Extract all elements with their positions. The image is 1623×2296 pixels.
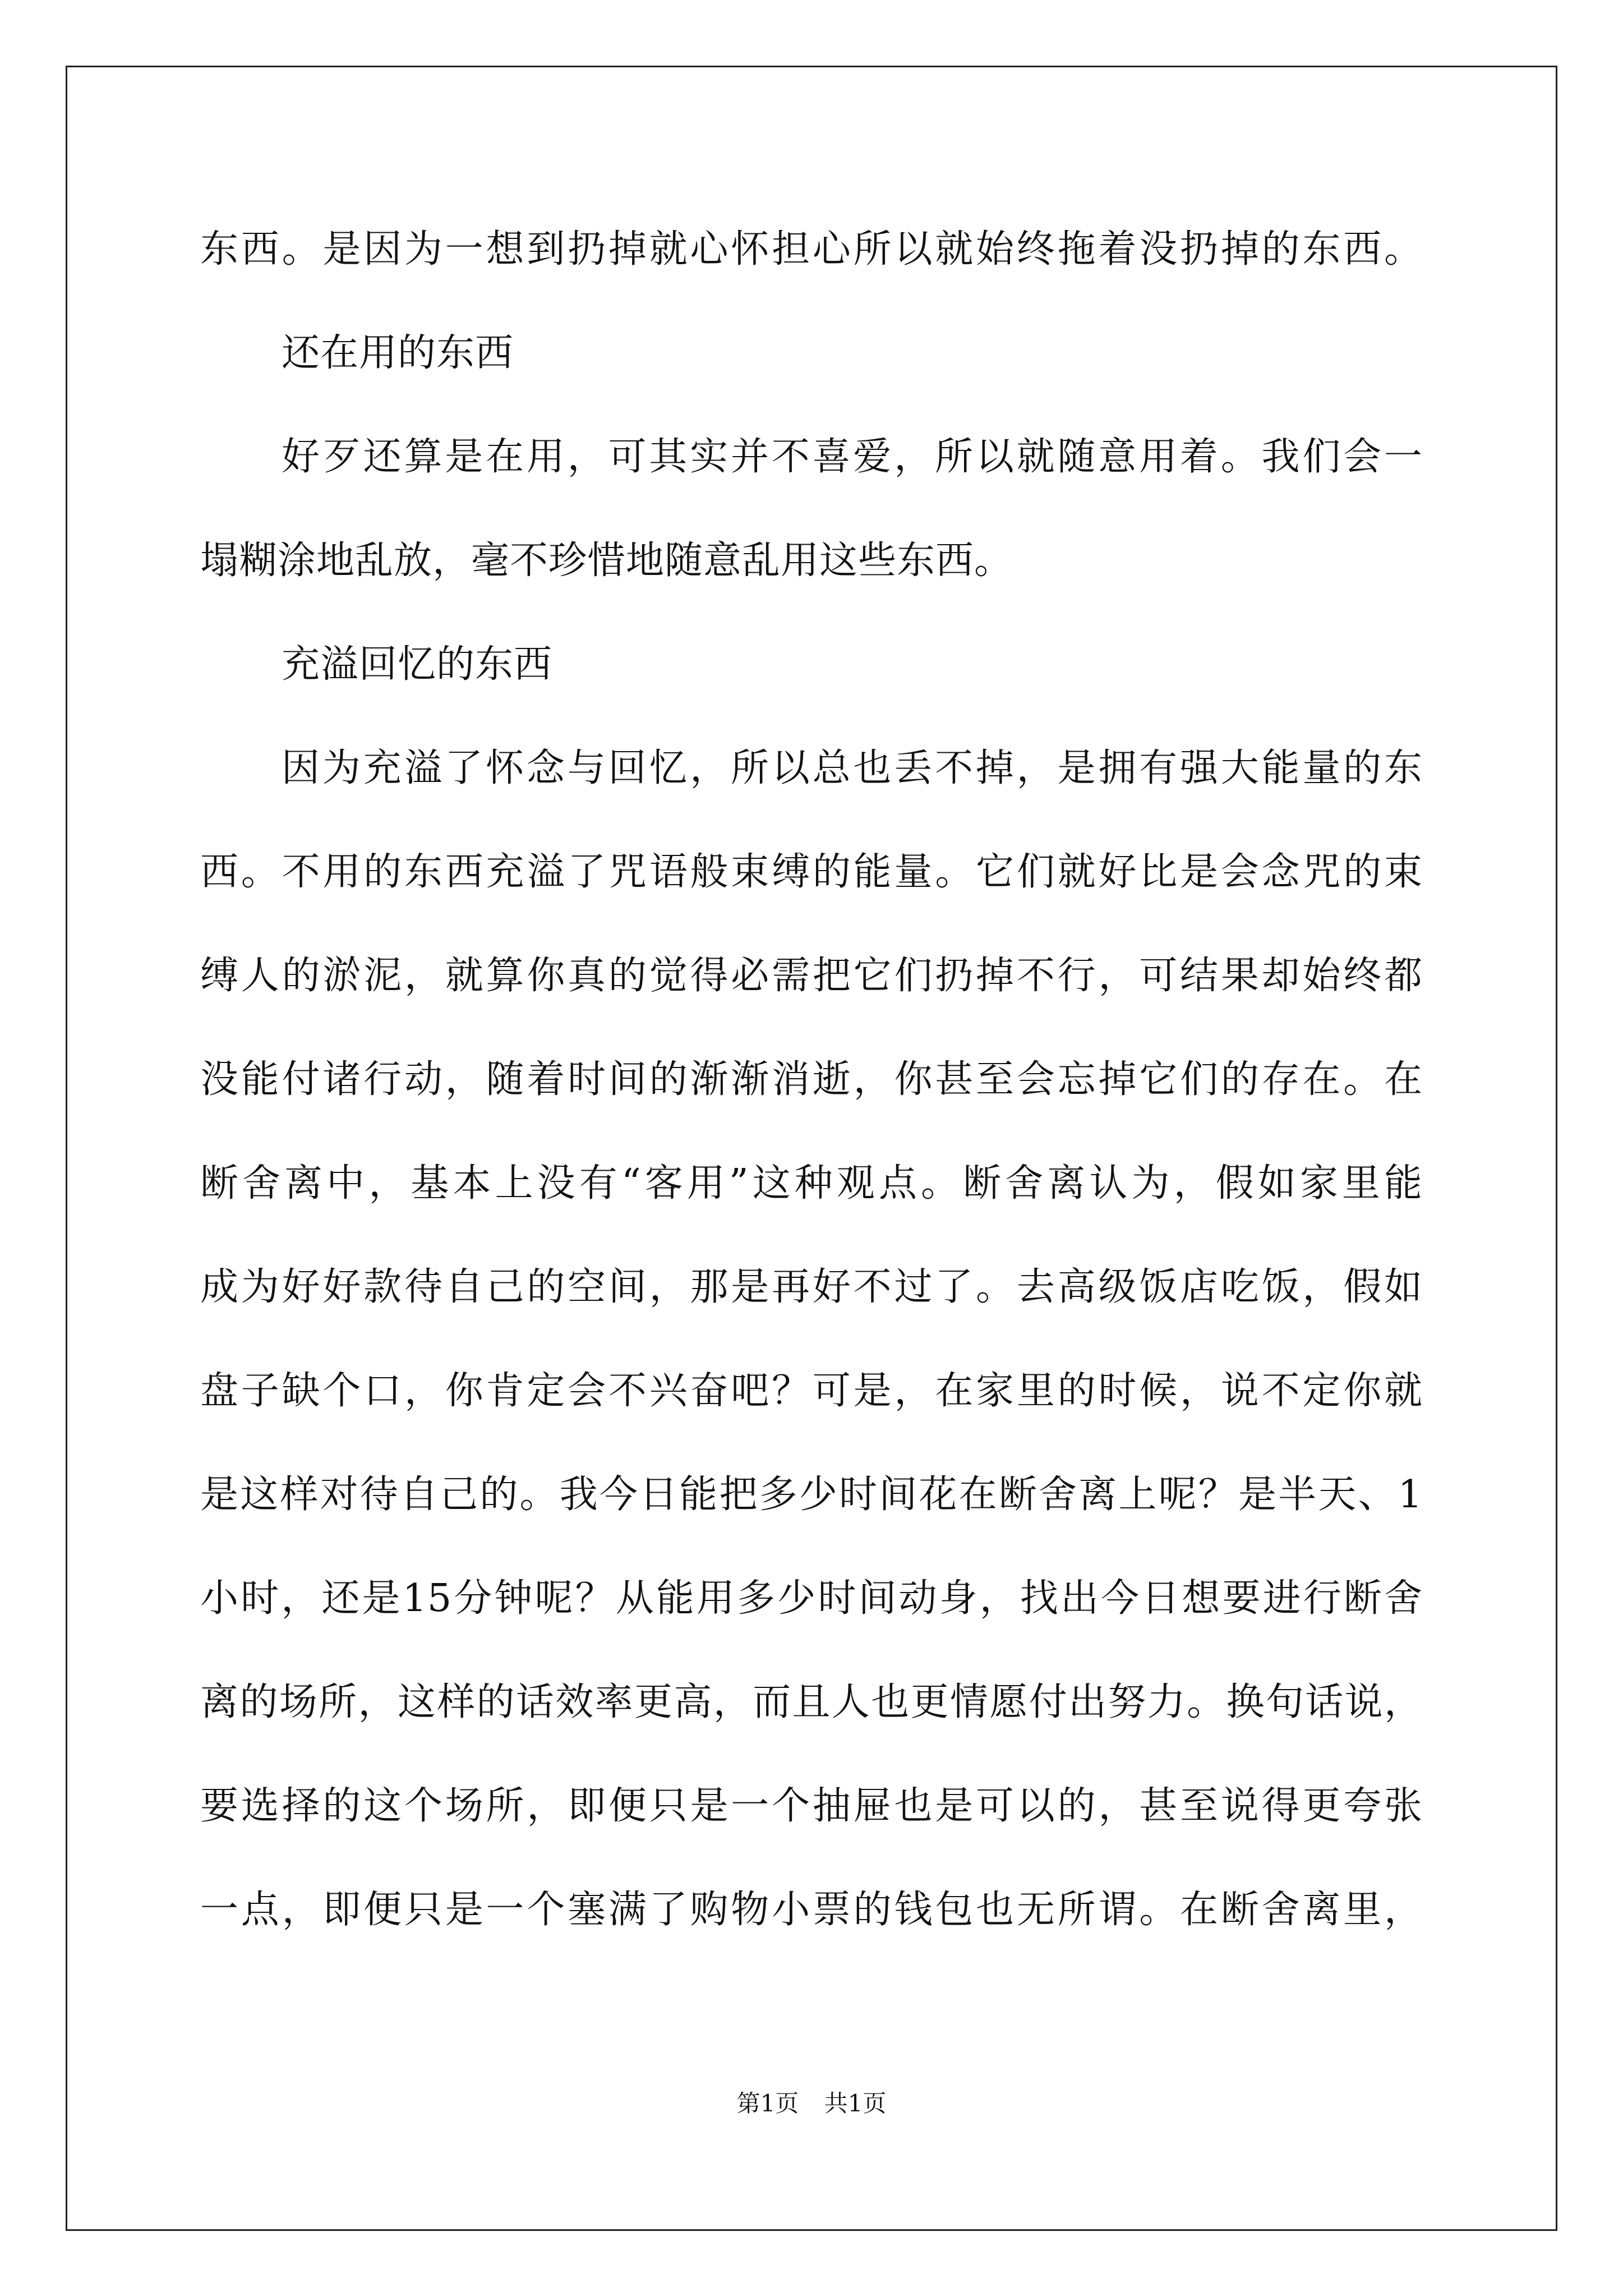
- paragraph-line: 成为好好款待自己的空间，那是再好不过了。去高级饭店吃饭，假如: [200, 1265, 1423, 1309]
- page-total: 共1页: [824, 2090, 887, 2117]
- paragraph-line: 没能付诸行动，随着时间的渐渐消逝，你甚至会忘掉它们的存在。在: [200, 1057, 1423, 1102]
- page-footer: [0, 2088, 1623, 2119]
- paragraph-line: 小时，还是15分钟呢？从能用多少时间动身，找出今日想要进行断舍: [200, 1576, 1423, 1621]
- paragraph-line: 西。不用的东西充溢了咒语般束缚的能量。它们就好比是会念咒的束: [200, 850, 1423, 894]
- paragraph-line: 因为充溢了怀念与回忆，所以总也丢不掉，是拥有强大能量的东: [282, 746, 1423, 790]
- section-heading: 还在用的东西: [282, 331, 514, 375]
- paragraph-line: 塌糊涂地乱放，毫不珍惜地随意乱用这些东西。: [200, 539, 1013, 583]
- page-number: 第1页: [736, 2090, 799, 2117]
- paragraph-line: 断舍离中，基本上没有“客用”这种观点。断舍离认为，假如家里能: [200, 1161, 1423, 1205]
- paragraph-line: 盘子缺个口，你肯定会不兴奋吧？可是，在家里的时候，说不定你就: [200, 1369, 1423, 1413]
- paragraph-line: 是这样对待自己的。我今日能把多少时间花在断舍离上呢？是半天、1: [200, 1473, 1423, 1517]
- section-heading: 充溢回忆的东西: [282, 642, 553, 687]
- paragraph-line: 离的场所，这样的话效率更高，而且人也更情愿付出努力。换句话说，: [200, 1680, 1423, 1724]
- paragraph-line: 东西。是因为一想到扔掉就心怀担心所以就始终拖着没扔掉的东西。: [200, 227, 1423, 272]
- paragraph-line: 好歹还算是在用，可其实并不喜爱，所以就随意用着。我们会一: [282, 435, 1423, 479]
- paragraph-line: 要选择的这个场所，即便只是一个抽屉也是可以的，甚至说得更夸张: [200, 1784, 1423, 1828]
- paragraph-line: 缚人的淤泥，就算你真的觉得必需把它们扔掉不行，可结果却始终都: [200, 954, 1423, 998]
- paragraph-line: 一点，即便只是一个塞满了购物小票的钱包也无所谓。在断舍离里，: [200, 1888, 1423, 1932]
